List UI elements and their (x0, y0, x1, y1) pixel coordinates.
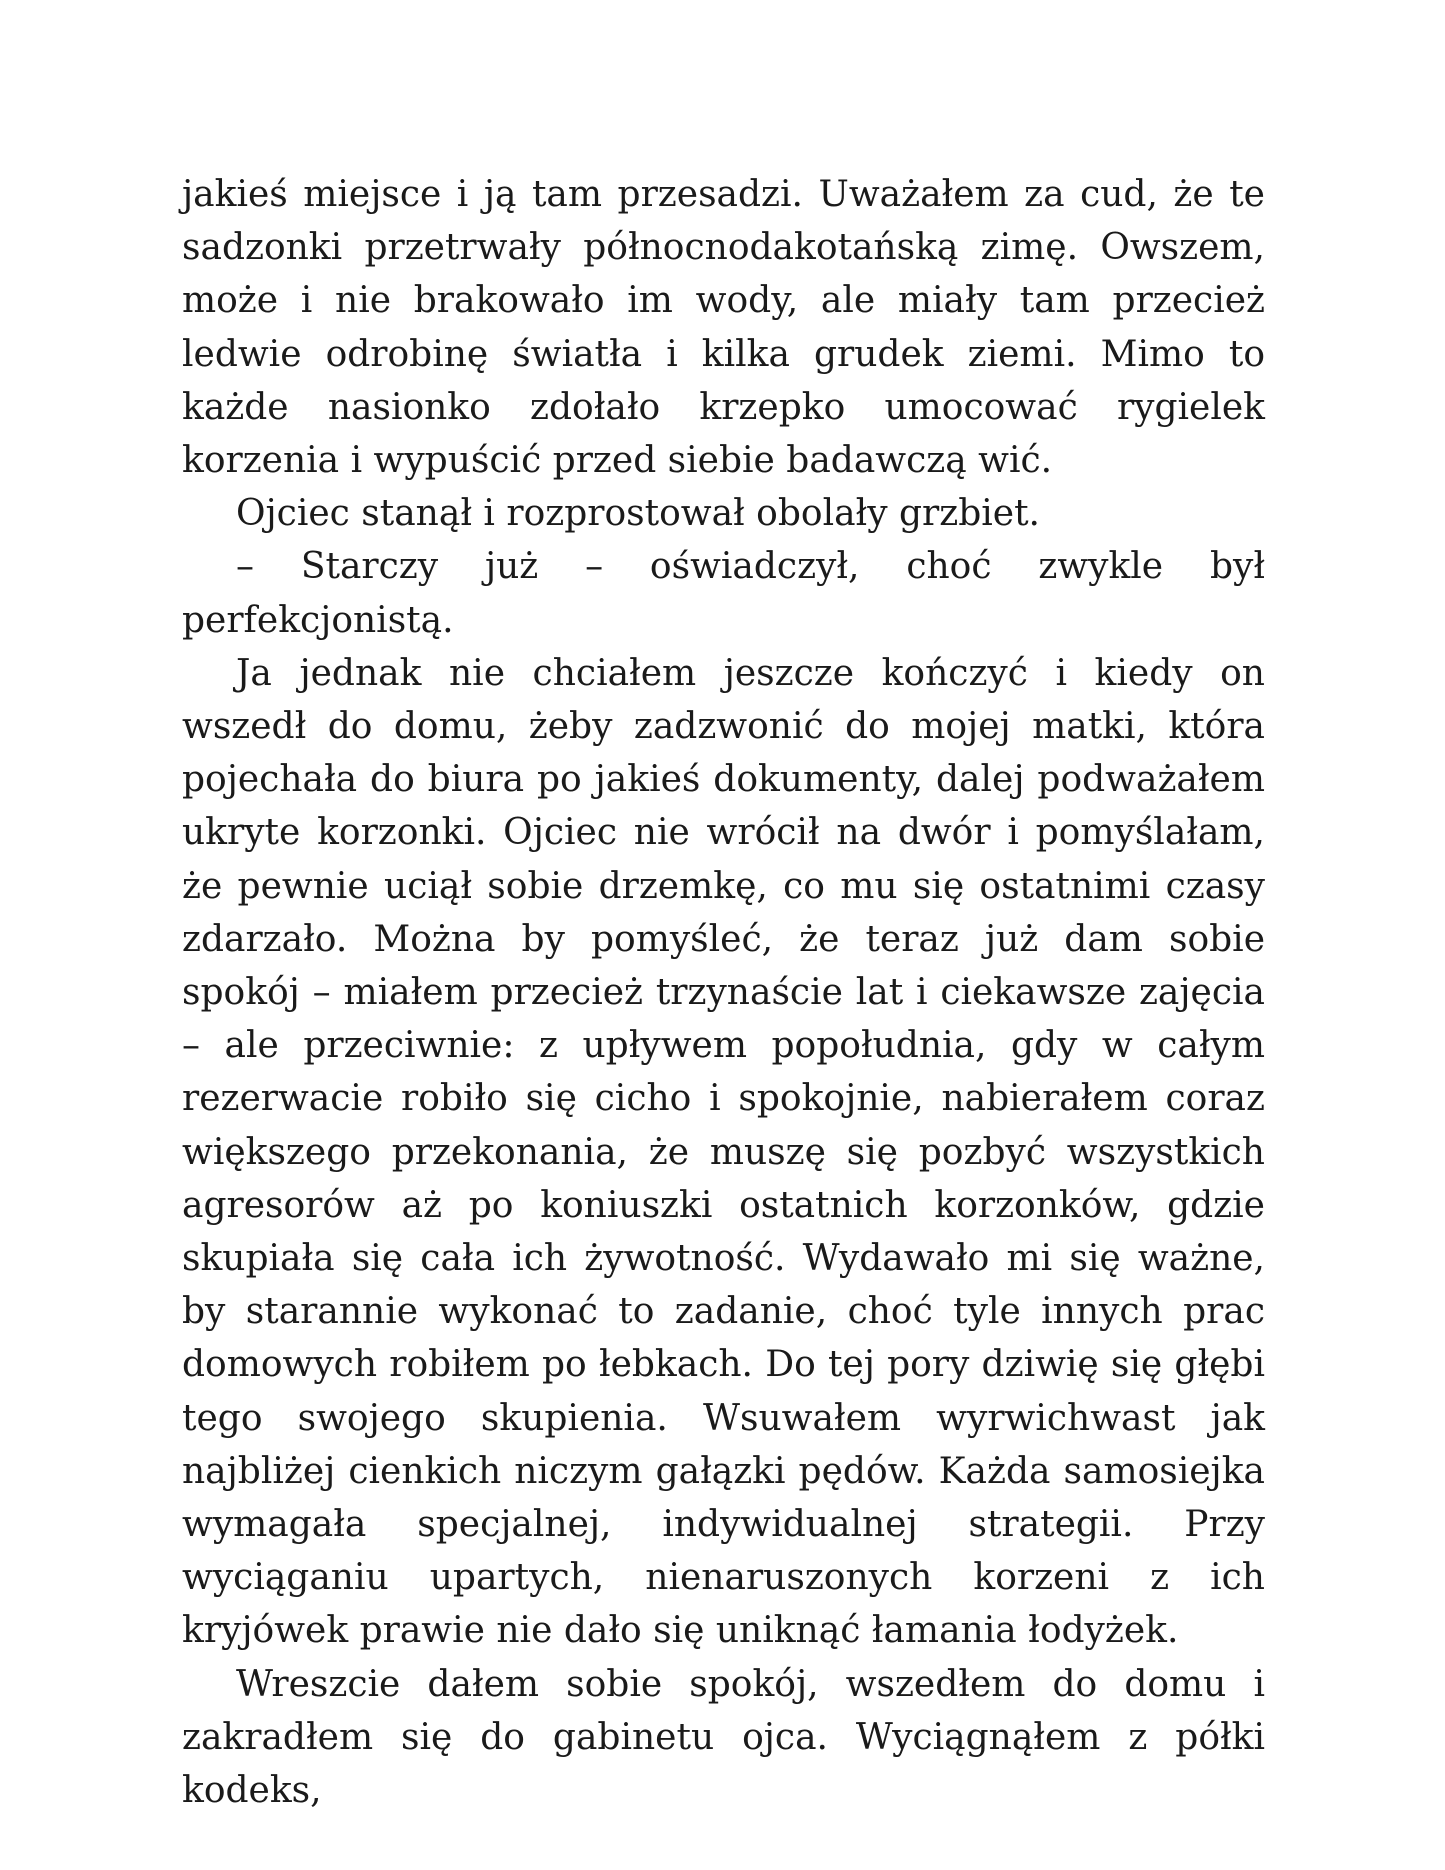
paragraph-4: Ja jednak nie chciałem jeszcze kończyć i kiedy on wszedł do domu, żeby zadzwonić do mojej matki, która pojechała do biura po jakieś dokumenty, dalej podważałem ukryte korzonki. Ojciec nie wrócił na dwór i pomyślałam, że pewnie uciął sobie drzemkę, co mu się ostatnimi czasy zdarzało. Można by pomyśleć, że teraz już dam sobie spokój – miałem przecież trzynaście lat i ciekawsze zajęcia – ale przeciwnie: z upływem popołudnia, gdy w całym rezerwacie robiło się cicho i spokojnie, nabierałem coraz większego przekonania, że muszę się pozbyć wszystkich agresorów aż po koniuszki ostatnich korzonków, gdzie skupiała się cała ich żywotność. Wydawało mi się ważne, by starannie wykonać to zadanie, choć tyle innych prac domowych robiłem po łebkach. Do tej pory dziwię się głębi tego swojego skupienia. Wsuwałem wyrwichwast jak najbliżej cienkich niczym gałązki pędów. Każda samosiejka wymagała specjalnej, indywidualnej strategii. Przy wyciąganiu upartych, nienaruszonych korzeni z ich kryjówek prawie nie dało się uniknąć łamania łodyżek. (182, 652, 1265, 1652)
paragraph-1: jakieś miejsce i ją tam przesadzi. Uważałem za cud, że te sadzonki przetrwały północnodakotańską zimę. Owszem, może i nie brakowało im wody, ale miały tam przecież ledwie odrobinę światła i kilka grudek ziemi. Mimo to każde nasionko zdołało krzepko umocować rygielek korzenia i wypuścić przed siebie badawczą wić. (182, 174, 1265, 482)
paragraph-5: Wreszcie dałem sobie spokój, wszedłem do domu i zakradłem się do gabinetu ojca. Wyciągnąłem z półki kodeks, (182, 1663, 1265, 1812)
paragraph-2: Ojciec stanął i rozprostował obolały grzbiet. (236, 493, 1040, 535)
paragraph-3: – Starczy już – oświadczył, choć zwykle był perfekcjonistą. (182, 546, 1265, 641)
book-page-text (182, 168, 1265, 1817)
